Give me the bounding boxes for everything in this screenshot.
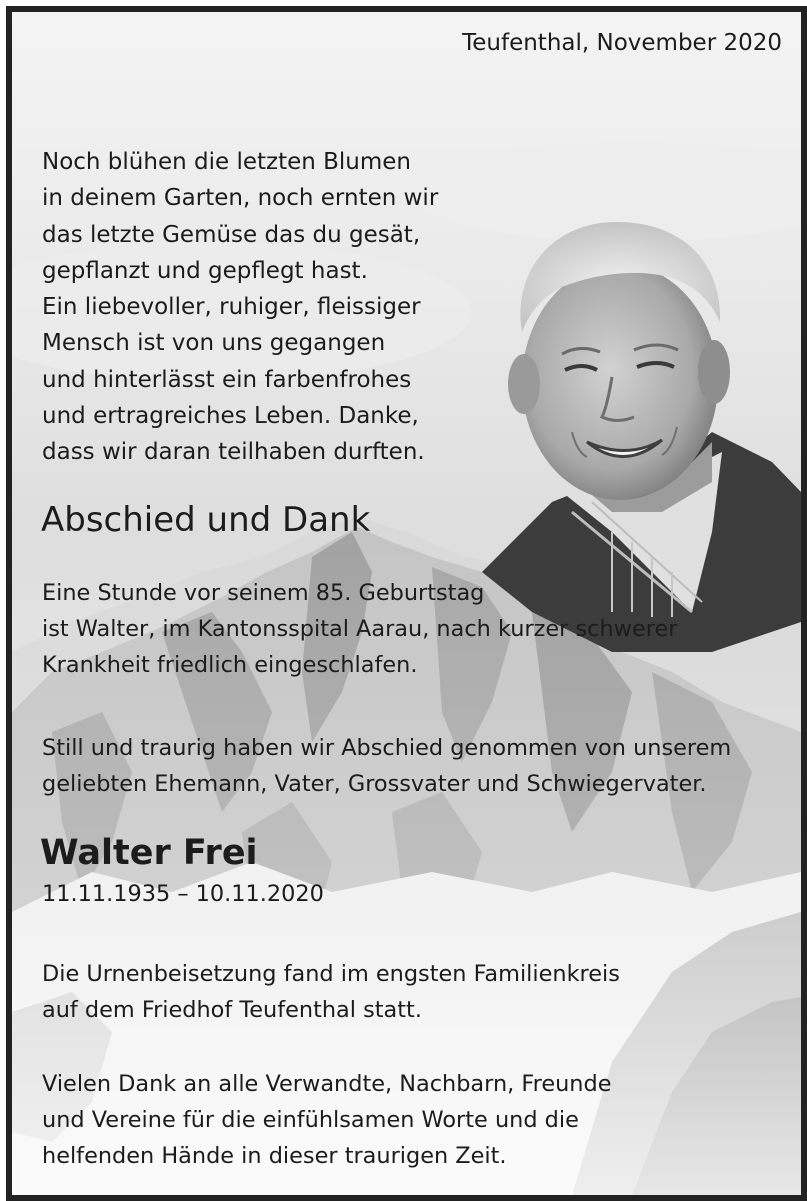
dateline: Teufenthal, November 2020 bbox=[462, 30, 782, 56]
thanks-paragraph: Vielen Dank an alle Verwandte, Nachbarn, Freunde und Vereine für die einfühlsamen Worte und die helfenden Hände in dieser traurigen Zeit. bbox=[42, 1071, 612, 1169]
heading: Abschied und Dank bbox=[41, 500, 371, 540]
deceased-name: Walter Frei bbox=[40, 833, 258, 873]
announcement-paragraph: Eine Stunde vor seinem 85. Geburtstag ist Walter, im Kantonsspital Aarau, nach kurzer schwerer Krankheit friedlich eingeschlafen. bbox=[42, 580, 678, 678]
memorial-poem: Noch blühen die letzten Blumen in deinem Garten, noch ernten wir das letzte Gemüse das du gesät, gepflanzt und gepflegt hast. Ein liebevoller, ruhiger, fleissiger Mensch ist von uns gegangen und hinterlässt ein farbenfrohes und ertragreiches Leben. Danke, dass wir daran teilhaben durften. bbox=[42, 149, 439, 466]
burial-paragraph: Die Urnenbeisetzung fand im engsten Familienkreis auf dem Friedhof Teufenthal statt. bbox=[42, 961, 620, 1023]
obituary-card bbox=[6, 6, 807, 1201]
life-dates: 11.11.1935 – 10.11.2020 bbox=[42, 881, 324, 907]
farewell-paragraph: Still und traurig haben wir Abschied genommen von unserem geliebten Ehemann, Vater, Grossvater und Schwiegervater. bbox=[42, 735, 732, 797]
